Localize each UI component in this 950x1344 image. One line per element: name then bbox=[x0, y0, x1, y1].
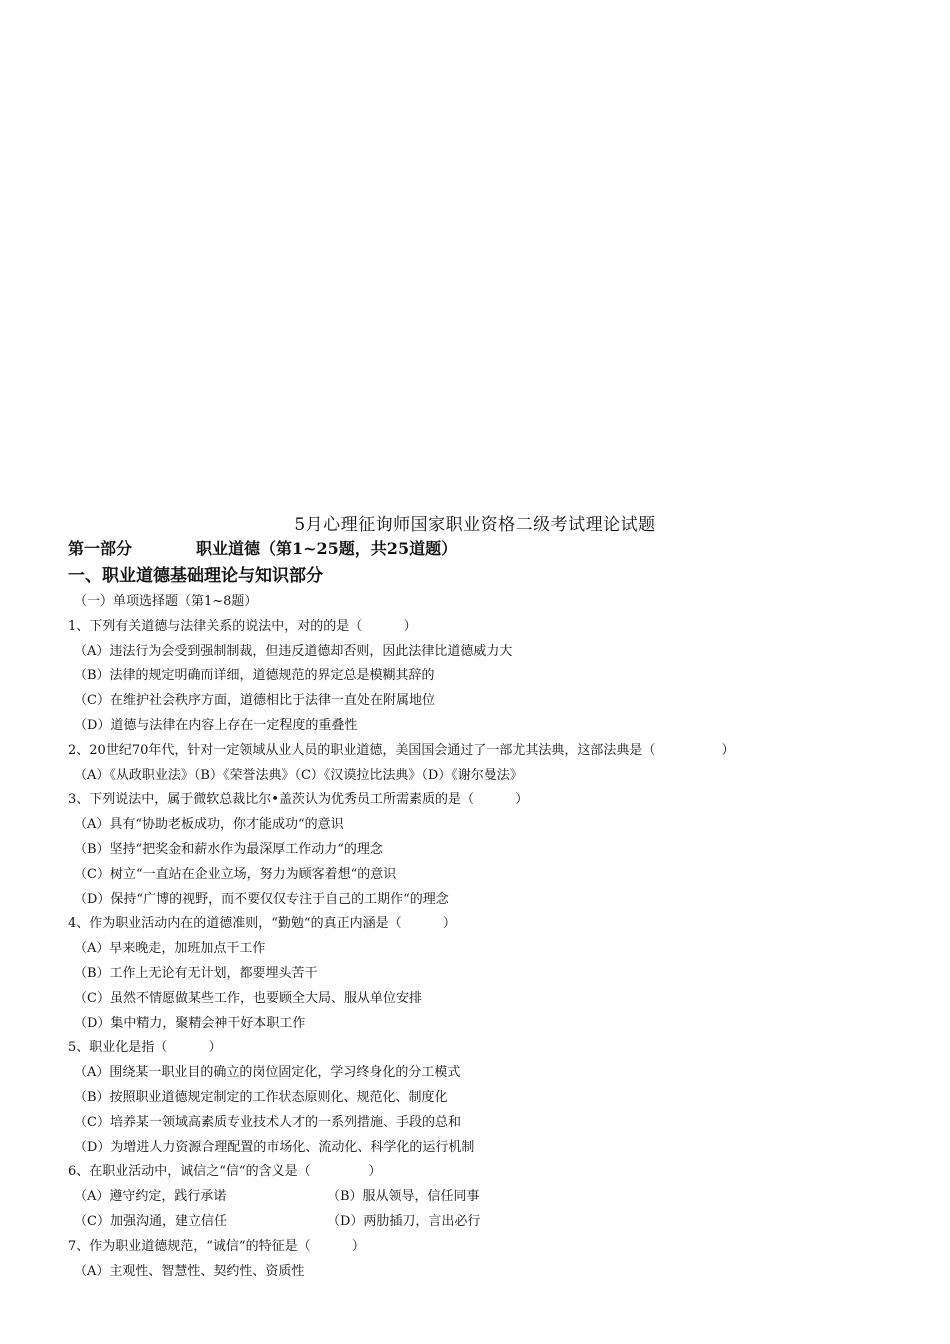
option-text: （A）遵守约定，践行承诺 bbox=[74, 1189, 227, 1205]
option-text: （B）服从领导，信任同事 bbox=[327, 1189, 480, 1205]
option-text: （D）保持“广博的视野，而不要仅仅专注于自己的工期作“的理念 bbox=[74, 891, 449, 907]
option-text: （C）加强沟通，建立信任 bbox=[74, 1213, 227, 1229]
question-text: 3、下列说法中，属于微软总裁比尔•盖茨认为优秀员工所需素质的是（ ） bbox=[68, 792, 529, 808]
option-text: （D）集中精力，聚精会神干好本职工作 bbox=[74, 1015, 306, 1031]
option-text: （D）道德与法律在内容上存在一定程度的重叠性 bbox=[74, 717, 358, 733]
document-body bbox=[68, 536, 898, 1284]
option-text: （D）两肋插刀，言出必行 bbox=[327, 1213, 481, 1229]
option-row bbox=[68, 1210, 898, 1235]
question-text: 4、作为职业活动内在的道德准则，“勤勉“的真正内涵是（ ） bbox=[68, 916, 456, 932]
option-text: （B）法律的规定明确而详细，道德规范的界定总是模糊其辞的 bbox=[74, 668, 435, 684]
question-text: 7、作为职业道德规范，“诚信“的特征是（ ） bbox=[68, 1238, 365, 1254]
subsection-heading: （一）单项选择题（第1~8题） bbox=[74, 594, 258, 609]
option-text: （C）虽然不情愿做某些工作，也要顾全大局、服从单位安排 bbox=[74, 990, 422, 1006]
option-text: （A）具有“协助老板成功，你才能成功“的意识 bbox=[74, 817, 344, 833]
option-text: （B）坚持“把奖金和薪水作为最深厚工作动力“的理念 bbox=[74, 841, 383, 857]
option-text: （A）主观性、智慧性、契约性、资质性 bbox=[74, 1263, 305, 1279]
option-text: （D）为增进人力资源合理配置的市场化、流动化、科学化的运行机制 bbox=[74, 1139, 475, 1155]
option-text: （A）《从政职业法》（B）《荣誉法典》（C）《汉谟拉比法典》（D）《谢尔曼法》 bbox=[74, 767, 523, 783]
question-text: 2、20世纪70年代，针对一定领域从业人员的职业道德，美国国会通过了一部尤其法典，这部法典是（ ） bbox=[68, 742, 735, 758]
part-label: 职业道德（第1~25题，共25道题） bbox=[196, 539, 458, 558]
option-text: （A）早来晚走，加班加点干工作 bbox=[74, 941, 266, 957]
option-row bbox=[68, 1185, 898, 1210]
question-text: 1、下列有关道德与法律关系的说法中，对的的是（ ） bbox=[68, 618, 417, 634]
question-text: 5、职业化是指（ ） bbox=[68, 1040, 222, 1056]
section-heading: 一、职业道德基础理论与知识部分 bbox=[68, 566, 323, 586]
option-text: （A）违法行为会受到强制制裁，但违反道德却否则，因此法律比道德威力大 bbox=[74, 643, 513, 659]
option-text: （B）按照职业道德规定制定的工作状态原则化、规范化、制度化 bbox=[74, 1089, 448, 1105]
option-text: （C）在维护社会秩序方面，道德相比于法律一直处在附属地位 bbox=[74, 693, 435, 709]
option-text: （C）培养某一领域高素质专业技术人才的一系列措施、手段的总和 bbox=[74, 1114, 461, 1130]
part-number: 第一部分 bbox=[68, 539, 133, 558]
option-text: （A）围绕某一职业目的确立的岗位固定化，学习终身化的分工模式 bbox=[74, 1065, 461, 1081]
option-text: （C）树立“一直站在企业立场，努力为顾客着想“的意识 bbox=[74, 866, 397, 882]
question-text: 6、在职业活动中，诚信之“信“的含义是（ ） bbox=[68, 1164, 382, 1180]
option-text: （B）工作上无论有无计划，都要埋头苦干 bbox=[74, 965, 318, 981]
part-heading bbox=[68, 536, 898, 562]
document-title: 5月心理征询师国家职业资格二级考试理论试题 bbox=[294, 515, 656, 535]
